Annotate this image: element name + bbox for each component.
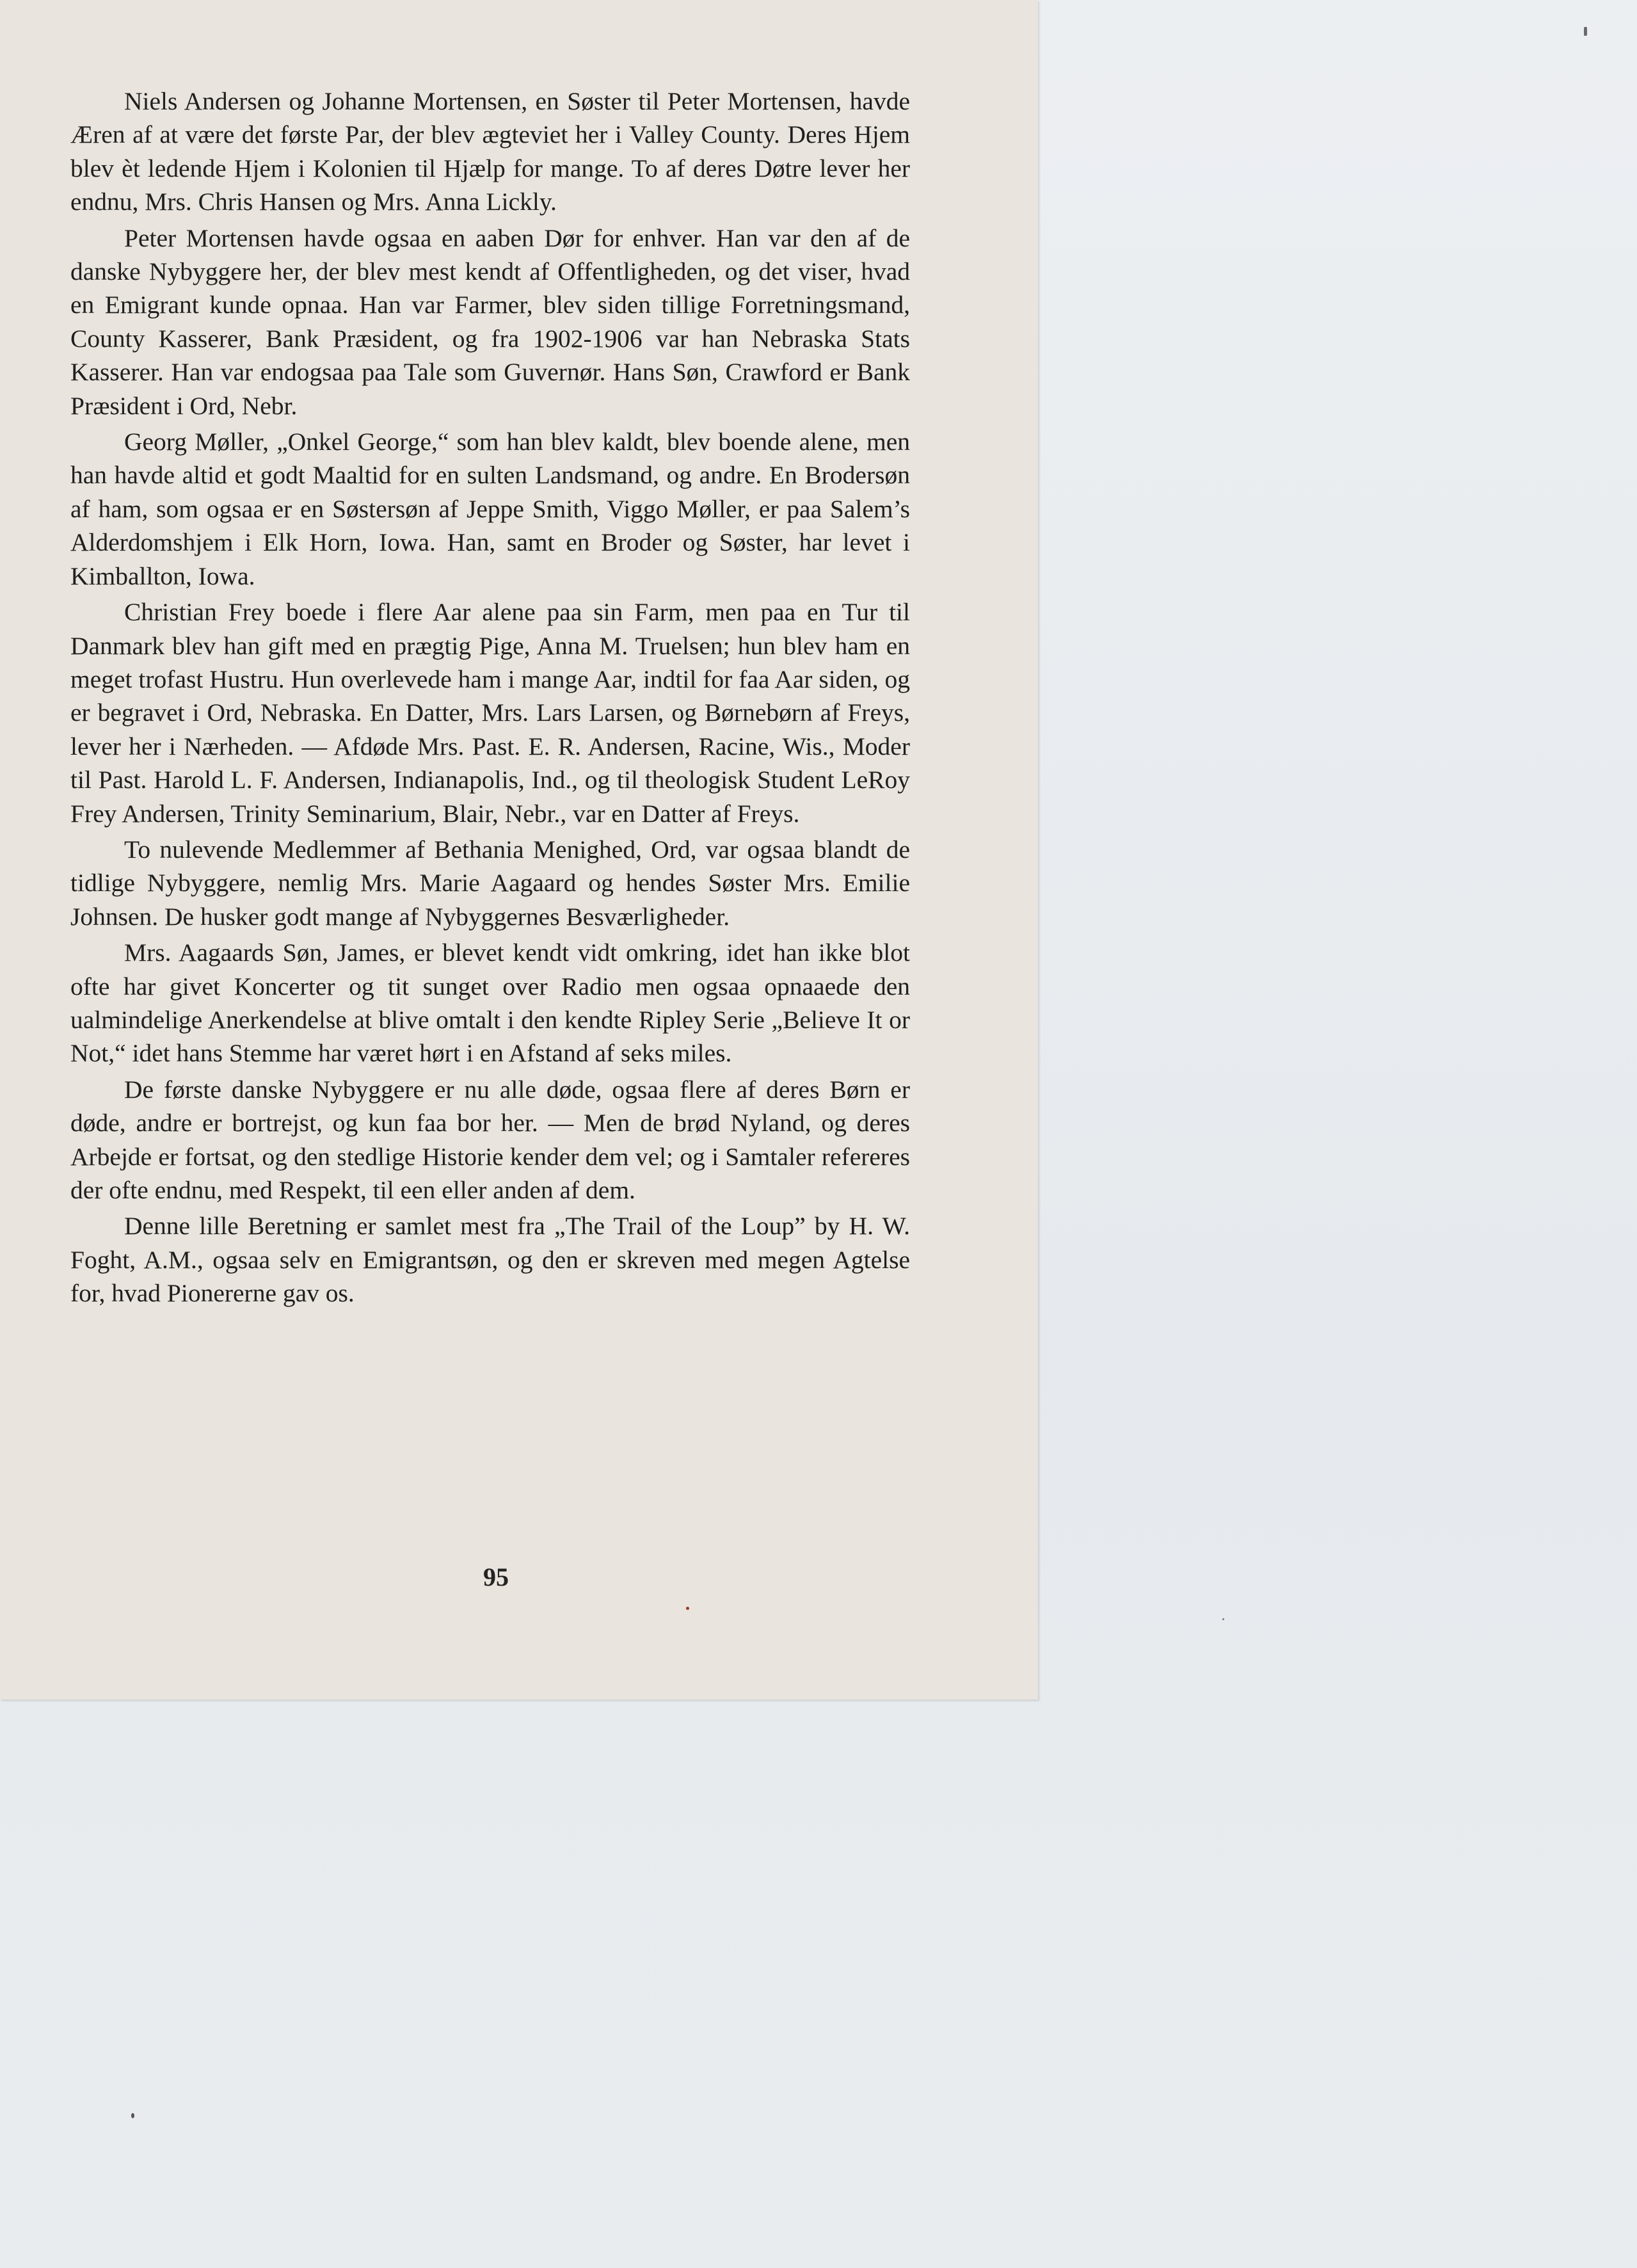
scan-speck [131, 2113, 134, 2118]
scan-speck [1584, 27, 1587, 36]
paragraph-peter-mortensen: Peter Mortensen havde ogsaa en aaben Dør for enhver. Han var den af de danske Nybyggere her, der blev mest kendt af Offentligheden, og det viser, hvad en Emigrant kunde opnaa. Han var Farmer, blev siden tillige Forretningsmand, County Kasserer, Bank Præsident, og fra 1902-1906 var han Nebraska Stats Kasserer. Han var endogsaa paa Tale som Guvernør. Hans Søn, Crawford er Bank Præsident i Ord, Nebr. [70, 223, 910, 420]
paragraph-georg-moller: Georg Møller, „Onkel George,“ som han blev kaldt, blev boende alene, men han havde altid et godt Maaltid for en sulten Landsmand, og andre. En Brodersøn af ham, som ogsaa er en Søstersøn af Jeppe Smith, Viggo Møller, er paa Salem’s Alderdomshjem i Elk Horn, Iowa. Han, samt en Broder og Søster, har levet i Kimballton, Iowa. [70, 428, 910, 590]
paragraph-andersen-mortensen: Niels Andersen og Johanne Mortensen, en Søster til Peter Mortensen, havde Æren af at være det første Par, der blev ægteviet her i Valley County. Deres Hjem blev èt ledende Hjem i Kolonien til Hjælp for mange. To af deres Døtre lever her endnu, Mrs. Chris Hansen og Mrs. Anna Lickly. [70, 87, 910, 216]
paragraph-christian-frey: Christian Frey boede i flere Aar alene paa sin Farm, men paa en Tur til Danmark blev han gift med en prægtig Pige, Anna M. Truelsen; hun blev ham en meget trofast Hustru. Hun overlevede ham i mange Aar, indtil for faa Aar siden, og er begravet i Ord, Nebraska. En Datter, Mrs. Lars Larsen, og Børnebørn af Freys, lever her i Nærheden. — Afdøde Mrs. Past. E. R. Andersen, Racine, Wis., Moder til Past. Harold L. F. Andersen, Indianapolis, Ind., og til theologisk Student LeRoy Frey Andersen, Trinity Seminarium, Blair, Nebr., var en Datter af Freys. [70, 598, 910, 828]
page-number: 95 [483, 1563, 509, 1591]
document-page [0, 0, 1038, 1700]
paragraph-bethania-members: To nulevende Medlemmer af Bethania Menighed, Ord, var ogsaa blandt de tidlige Nybyggere, nemlig Mrs. Marie Aagaard og hendes Søster Mrs. Emilie Johnsen. De husker godt mange af Nybyggernes Besværligheder. [70, 835, 910, 931]
paragraph-source-note: Denne lille Beretning er samlet mest fra „The Trail of the Loup” by H. W. Foght, A.M., ogsaa selv en Emigrantsøn, og den er skreven med megen Agtelse for, hvad Pionererne gav os. [70, 1212, 910, 1308]
scan-speck [1222, 1618, 1224, 1620]
paragraph-first-settlers: De første danske Nybyggere er nu alle døde, ogsaa flere af deres Børn er døde, andre er bortrejst, og kun faa bor her. — Men de brød Nyland, og deres Arbejde er fortsat, og den stedlige Historie kender dem vel; og i Samtaler refereres der ofte endnu, med Respekt, til een eller anden af dem. [70, 1075, 910, 1204]
body-text [70, 84, 910, 1313]
scan-speck [686, 1607, 689, 1610]
paragraph-aagaard-son: Mrs. Aagaards Søn, James, er blevet kendt vidt omkring, idet han ikke blot ofte har givet Koncerter og tit sunget over Radio men ogsaa opnaaede den ualmindelige Anerkendelse at blive omtalt i den kendte Ripley Serie „Believe It or Not,“ idet hans Stemme har været hørt i en Afstand af seks miles. [70, 938, 910, 1068]
